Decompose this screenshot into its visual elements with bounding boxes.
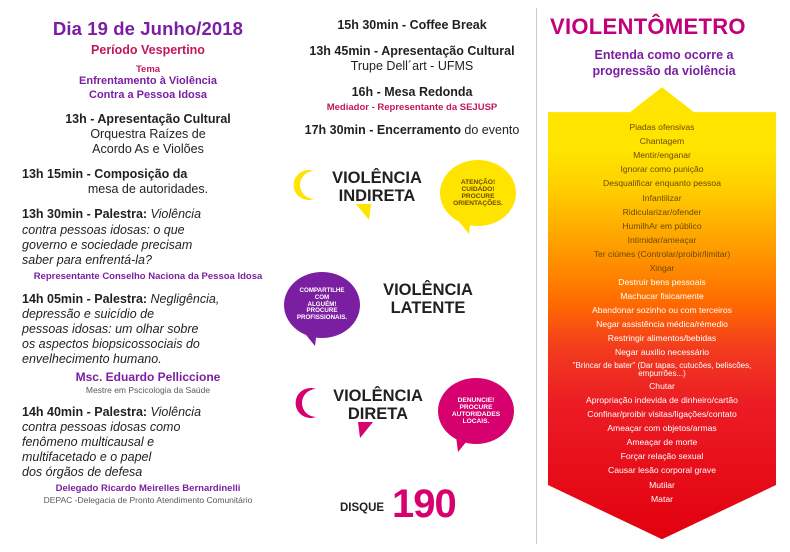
violentometro-item: Matar <box>651 493 673 504</box>
label-violencia-direta: VIOLÊNCIA DIRETA <box>333 387 423 423</box>
violentometro-item: HumilhAr em público <box>622 220 702 231</box>
violentometro-item-list <box>548 87 776 539</box>
schedule-item <box>22 292 274 395</box>
schedule-item <box>22 207 274 282</box>
schedule-item <box>292 123 532 139</box>
crescent-magenta-small-icon <box>308 486 338 518</box>
violentometro-item: Chantagem <box>639 136 685 147</box>
schedule-speaker-role: DEPAC -Delegacia de Pronto Atendimento Comunitário <box>43 494 253 505</box>
schedule-body-line: pessoas idosas: um olhar sobre <box>22 322 199 337</box>
bubble-direta: DENUNCIE! PROCURE AUTORIDADES LOCAIS. <box>438 378 514 444</box>
violentometro-item: Abandonar sozinho ou com terceiros <box>592 304 732 315</box>
schedule-body-line: Orquestra Raízes de <box>90 127 206 142</box>
violentometro-item: Apropriação indevida de dinheiro/cartão <box>586 395 738 406</box>
violentometro-item: Chutar <box>649 381 675 392</box>
schedule-item <box>22 167 274 197</box>
period-label: Período Vespertino <box>91 42 205 57</box>
violentometro-item: Ridicularizar/ofender <box>622 206 702 217</box>
schedule-body-line: envelhecimento humano. <box>22 352 162 367</box>
theme-line-1: Enfrentamento à Violência <box>79 75 217 88</box>
violentometro-item: Infantilizar <box>642 192 682 203</box>
schedule-body-line: contra pessoas idosas: o que <box>22 222 185 237</box>
schedule-item <box>22 405 274 505</box>
crescent-yellow-icon <box>288 168 320 202</box>
schedule-time: 14h 05min - Palestra: <box>22 291 151 306</box>
theme-label: Tema <box>135 63 161 75</box>
schedule-time: 13h 15min - <box>22 167 95 182</box>
schedule-speaker: Delegado Ricardo Meirelles Bernardinelli <box>55 483 241 495</box>
schedule-title: Composição da <box>94 167 188 182</box>
violentometro-item: Destruir bens pessoais <box>618 276 706 287</box>
violentometro-item: Forçar relação sexual <box>620 451 704 462</box>
violentometro-item: Mentir/enganar <box>633 150 691 161</box>
illustration-area <box>280 160 536 552</box>
violentometro-subtitle: Entenda como ocorre a progressão da violência <box>592 48 736 78</box>
schedule-title: Negligência, <box>150 291 220 306</box>
schedule-speaker: Msc. Eduardo Pelliccione <box>75 370 221 385</box>
bubble-tail-magenta <box>456 436 471 452</box>
violentometro-item: Machucar fisicamente <box>620 290 704 301</box>
crescent-magenta-icon <box>290 386 322 420</box>
violentometro-panel <box>548 14 780 542</box>
schedule-body-line: fenômeno multicausal e <box>22 435 155 450</box>
schedule-body-line: depressão e suicídio de <box>22 307 155 322</box>
schedule-item <box>292 18 532 34</box>
schedule-time: 16h - <box>351 84 385 99</box>
schedule-speaker-role: Mestre em Pscicologia da Saúde <box>85 384 211 395</box>
schedule-body-line: governo e sociedade precisam <box>22 237 193 252</box>
schedule-title: Mesa Redonda <box>384 84 473 99</box>
theme-line-2: Contra a Pessoa Idosa <box>89 88 207 101</box>
schedule-column-middle <box>292 18 532 149</box>
violentometro-item: Xingar <box>649 262 675 273</box>
schedule-body-line: Acordo As e Violões <box>92 142 204 157</box>
schedule-time: 13h 45min - <box>309 43 382 58</box>
violentometro-title: VIOLENTÔMETRO <box>550 14 746 39</box>
page-title: Dia 19 de Junho/2018 <box>52 18 244 39</box>
disque-label: DISQUE <box>340 502 385 514</box>
violentometro-scale <box>548 87 776 539</box>
disque-number: 190 <box>392 482 456 526</box>
schedule-item <box>22 112 274 157</box>
violentometro-item: Ameaçar com objetos/armas <box>607 423 717 434</box>
schedule-body-line: Trupe Dell´art - UFMS <box>350 59 474 74</box>
crescent-purple-icon <box>488 276 518 308</box>
schedule-time: 17h 30min - <box>304 123 377 138</box>
violentometro-item: Negar assistência médica/rémedio <box>596 318 728 329</box>
schedule-time: 13h 30min - Palestra: <box>22 207 151 222</box>
schedule-body-line: mesa de autoridades. <box>87 182 209 197</box>
violentometro-item: Negar auxilio necessário <box>614 347 710 358</box>
schedule-title: Violência <box>150 404 202 419</box>
schedule-time: 13h - <box>65 111 98 126</box>
schedule-body-line: multifacetado e o papel <box>22 450 152 465</box>
label-violencia-indireta: VIOLÊNCIA INDIRETA <box>332 169 422 205</box>
schedule-speaker: Representante Conselho Naciona da Pessoa Idosa <box>33 270 263 282</box>
schedule-item <box>292 44 532 75</box>
violentometro-item: Ignorar como punição <box>620 164 704 175</box>
schedule-body-line: dos órgãos de defesa <box>22 465 143 480</box>
violentometro-item: Piadas ofensivas <box>629 122 695 133</box>
bubble-indireta: ATENÇÃO! CUIDADO! PROCURE ORIENTAÇÕES. <box>440 160 516 226</box>
schedule-time: 15h 30min - <box>337 18 410 32</box>
schedule-body-line: contra pessoas idosas como <box>22 420 181 435</box>
violentometro-item: Causar lesão corporal grave <box>608 465 716 476</box>
violentometro-item: Restringir alimentos/bebidas <box>607 333 717 343</box>
violentometro-item: "Brincar de bater" (Dar tapas, cutucões, beliscões, empurrões...) <box>572 361 752 379</box>
schedule-title: Coffee Break <box>409 18 487 32</box>
bubble-tail-purple <box>302 330 317 346</box>
violentometro-item: Desqualificar enquanto pessoa <box>602 178 721 189</box>
schedule-item <box>292 85 532 114</box>
label-violencia-latente: VIOLÊNCIA LATENTE <box>383 281 473 317</box>
schedule-title: Apresentação Cultural <box>381 43 515 58</box>
violentometro-item: Ameaçar de morte <box>626 437 698 448</box>
violentometro-item: Mutilar <box>649 479 675 490</box>
bubble-tail-yellow <box>456 218 471 234</box>
violentometro-item: Confinar/proibir visitas/ligações/contato <box>587 409 737 420</box>
violentometro-item: Intimidar/ameaçar <box>627 234 697 245</box>
label-tail-yellow <box>356 204 371 220</box>
schedule-body-line: saber para enfrentá-la? <box>22 252 152 267</box>
schedule-mediator: Mediador - Representante da SEJUSP <box>326 101 498 113</box>
label-tail-magenta <box>358 422 373 438</box>
schedule-body-line: os aspectos biopsicossociais do <box>22 337 200 352</box>
schedule-title: Encerramento <box>376 123 461 138</box>
violentometro-item: Ter ciúmes (Controlar/proibir/limitar) <box>593 248 731 259</box>
schedule-time: 14h 40min - Palestra: <box>22 404 151 419</box>
vertical-divider <box>536 8 537 544</box>
bubble-latente: COMPARTILHE COM ALGUÉM! PROCURE PROFISSIONAIS. <box>284 272 360 338</box>
schedule-title: Violência <box>150 207 202 222</box>
schedule-title: Apresentação Cultural <box>97 111 231 126</box>
schedule-title-suffix: do evento <box>460 123 520 138</box>
schedule-column-left <box>22 18 274 505</box>
